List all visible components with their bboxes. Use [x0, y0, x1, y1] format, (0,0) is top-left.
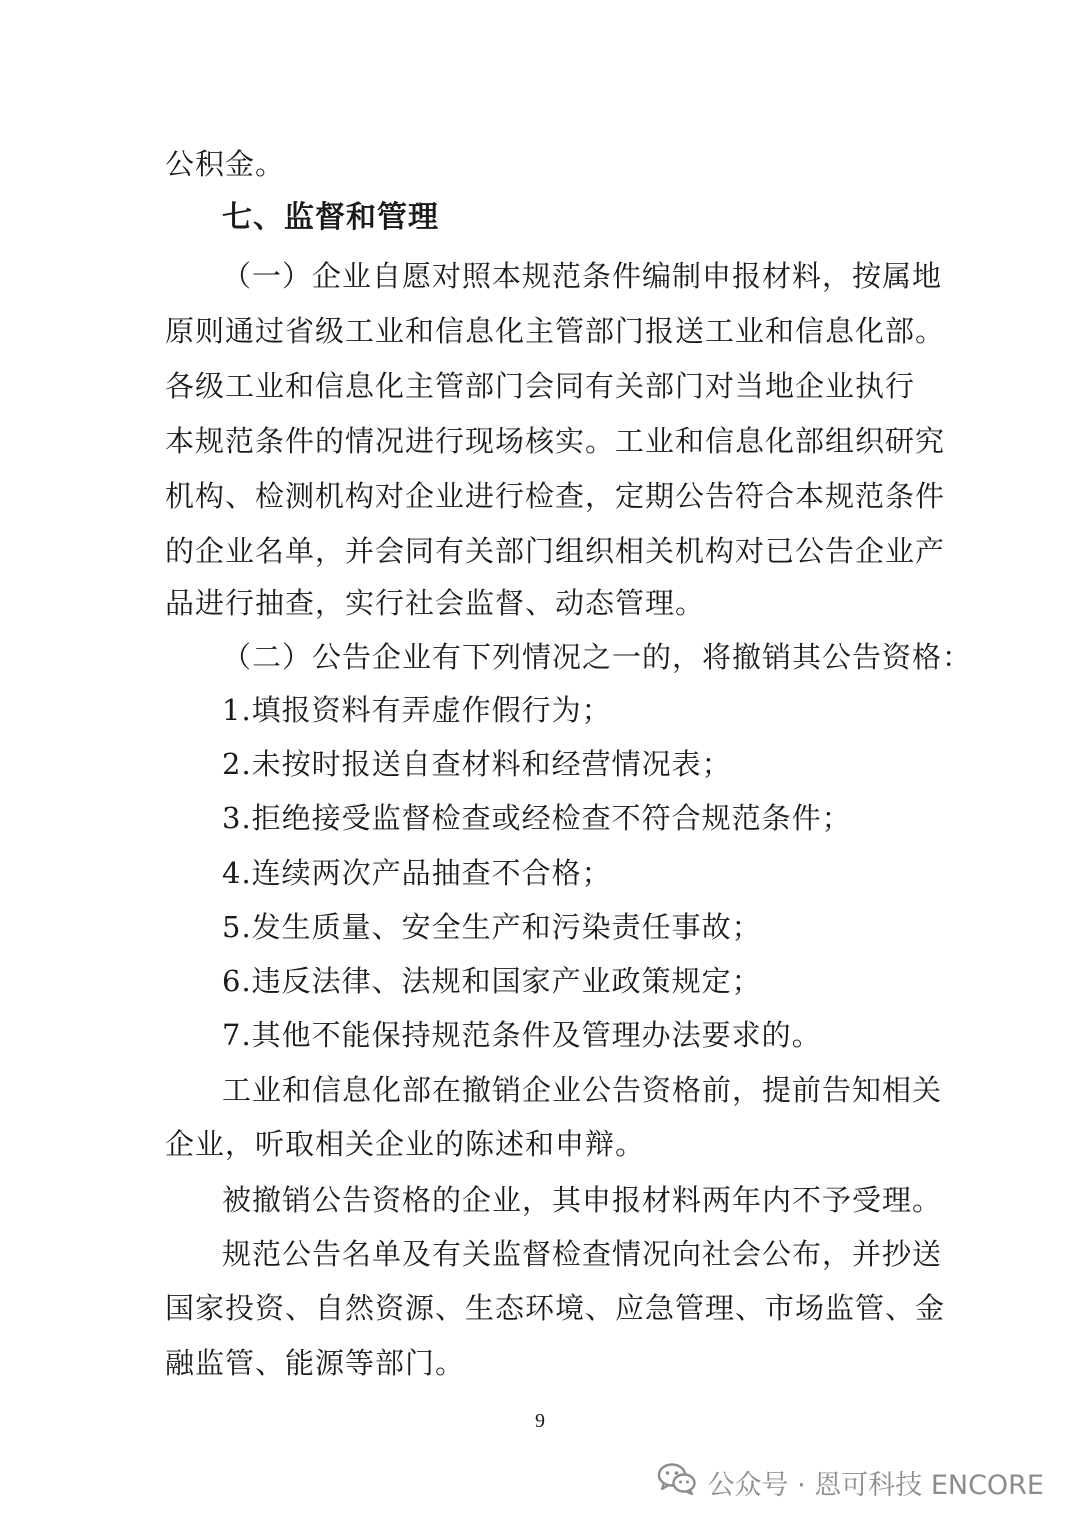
list-item: 4.连续两次产品抽查不合格； [222, 856, 612, 890]
list-item: 1.填报资料有弄虚作假行为； [222, 693, 612, 727]
paragraph-line: 品进行抽查，实行社会监督、动态管理。 [165, 586, 706, 620]
paragraph-line: 的企业名单，并会同有关部门组织相关机构对已公告企业产 [165, 534, 946, 568]
paragraph-line: 机构、检测机构对企业进行检查，定期公告符合本规范条件 [165, 479, 946, 513]
paragraph-line: （一）企业自愿对照本规范条件编制申报材料，按属地 [222, 259, 943, 293]
paragraph-line: 融监管、能源等部门。 [165, 1346, 466, 1380]
list-item: 7.其他不能保持规范条件及管理办法要求的。 [222, 1018, 822, 1052]
paragraph-line: 原则通过省级工业和信息化主管部门报送工业和信息化部。 [165, 314, 946, 348]
paragraph-line: 企业，听取相关企业的陈述和申辩。 [165, 1127, 646, 1161]
list-item: 3.拒绝接受监督检查或经检查不符合规范条件； [222, 801, 852, 835]
list-item: 2.未按时报送自查材料和经营情况表； [222, 747, 732, 781]
paragraph-line: 国家投资、自然资源、生态环境、应急管理、市场监管、金 [165, 1291, 946, 1325]
paragraph-line: 规范公告名单及有关监督检查情况向社会公布，并抄送 [222, 1237, 943, 1271]
wechat-icon [657, 1462, 697, 1503]
paragraph-line: 本规范条件的情况进行现场核实。工业和信息化部组织研究 [165, 424, 946, 458]
paragraph-line: （二）公告企业有下列情况之一的，将撤销其公告资格： [222, 640, 973, 674]
paragraph-line: 各级工业和信息化主管部门会同有关部门对当地企业执行 [165, 369, 916, 403]
section-heading: 七、监督和管理 [222, 200, 439, 235]
watermark [657, 1462, 1044, 1502]
page-number: 9 [535, 1410, 545, 1432]
paragraph-line: 工业和信息化部在撤销企业公告资格前，提前告知相关 [222, 1073, 943, 1107]
paragraph-line: 被撤销公告资格的企业，其申报材料两年内不予受理。 [222, 1183, 943, 1217]
list-item: 5.发生质量、安全生产和污染责任事故； [222, 910, 762, 944]
watermark-text: 公众号 · 恩可科技 ENCORE [707, 1469, 1044, 1501]
paragraph-line: 公积金。 [165, 147, 286, 181]
list-item: 6.违反法律、法规和国家产业政策规定； [222, 964, 762, 998]
